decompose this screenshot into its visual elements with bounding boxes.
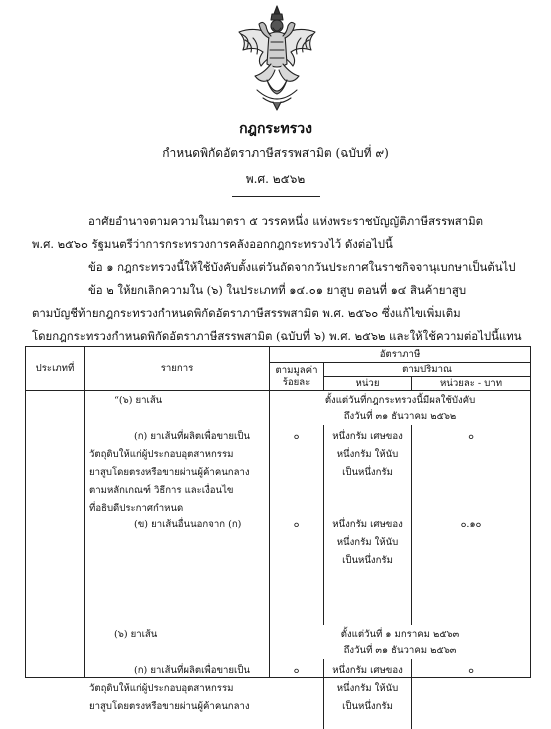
s2-item-a-line: วัตถุดิบให้แก่ผู้ประกอบอุตสาหกรรม — [89, 683, 234, 694]
s2-item-a-line: ยาสูบโดยตรงหรือขายผ่านผู้ค้าคนกลาง — [89, 701, 250, 712]
s1-item-b-value-pct: ๐ — [293, 519, 300, 530]
tax-rate-table — [25, 346, 531, 712]
garuda-emblem-icon — [233, 4, 321, 112]
header-category: ประเภทที่ — [26, 347, 85, 391]
s2-item-a-value-pct: ๐ — [293, 665, 300, 676]
header-items: รายการ — [85, 347, 270, 391]
title-divider — [232, 196, 320, 197]
header-by-value-line-2: ร้อยละ — [282, 376, 311, 388]
s1-item-a-line: ยาสูบโดยตรงหรือขายผ่านผู้ค้าคนกลาง — [89, 467, 250, 478]
s1-item-b-unit-line: หนึ่งกรัม เศษของ — [332, 519, 403, 530]
s1-item-b-unit-line: เป็นหนึ่งกรัม — [342, 555, 393, 566]
s2-item-a-unit-line: เป็นหนึ่งกรัม — [342, 701, 393, 712]
items-cell — [85, 391, 270, 712]
section-2-label: (๖) ยาเส้น — [114, 629, 158, 640]
section-1-label: “(๖) ยาเส้น — [114, 395, 163, 406]
s1-period-line-1: ตั้งแต่วันที่กฎกระทรวงนี้มีผลใช้บังคับ — [324, 395, 476, 406]
clause-2-line-3: โดยกฎกระทรวงกำหนดพิกัดอัตราภาษีสรรพสามิต (ฉบับที่ ๖) พ.ศ. ๒๕๖๒ และให้ใช้ความต่อไปนี้แทน — [32, 329, 522, 343]
s1-item-b-unit-line: หนึ่งกรัม ให้นับ — [336, 537, 399, 548]
s1-item-a-rate: ๐ — [468, 431, 474, 442]
s1-item-a-unit-line: หนึ่งกรัม เศษของ — [332, 431, 403, 442]
s1-item-a-line: (ก) ยาเส้นที่ผลิตเพื่อขายเป็น — [134, 431, 250, 442]
s1-item-a-line: ที่อธิบดีประกาศกำหนด — [89, 503, 184, 514]
s1-item-a-unit-line: หนึ่งกรัม ให้นับ — [336, 449, 399, 460]
header-unit: หน่วย — [324, 377, 412, 391]
header-by-value — [270, 363, 324, 391]
s1-item-a-value-pct: ๐ — [293, 431, 300, 442]
clause-2-line-2: ตามบัญชีท้ายกฎกระทรวงกำหนดพิกัดอัตราภาษีสรรพสามิต พ.ศ. ๒๕๖๐ ซึ่งแก้ไขเพิ่มเติม — [32, 306, 461, 320]
s2-item-a-unit-line: หนึ่งกรัม เศษของ — [332, 665, 403, 676]
s2-period-line-1: ตั้งแต่วันที่ ๑ มกราคม ๒๕๖๓ — [340, 629, 460, 640]
document-year: พ.ศ. ๒๕๖๒ — [245, 172, 306, 186]
s2-item-a-rate: ๐ — [468, 665, 474, 676]
s2-period-line-2: ถึงวันที่ ๓๑ ธันวาคม ๒๕๖๓ — [343, 645, 457, 656]
table-header-row — [26, 347, 531, 363]
s1-item-a-line: ตามหลักเกณฑ์ วิธีการ และเงื่อนไข — [89, 485, 234, 496]
header-per-unit-baht: หน่วยละ - บาท — [412, 377, 531, 391]
header-by-quantity: ตามปริมาณ — [324, 363, 531, 377]
clause-1: ข้อ ๑ กฎกระทรวงนี้ให้ใช้บังคับตั้งแต่วันถัดจากวันประกาศในราชกิจจานุเบกษาเป็นต้นไป — [88, 260, 516, 274]
clause-2-line-1: ข้อ ๒ ให้ยกเลิกความใน (๖) ในประเภทที่ ๑๔.๐๑ ยาสูบ ตอนที่ ๑๔ สินค้ายาสูบ — [88, 283, 467, 297]
s1-period-line-2: ถึงวันที่ ๓๑ ธันวาคม ๒๕๖๒ — [343, 411, 457, 422]
s1-item-b-rate: ๐.๑๐ — [460, 519, 482, 530]
preamble-line-1: อาศัยอำนาจตามความในมาตรา ๕ วรรคหนึ่ง แห่งพระราชบัญญัติภาษีสรรพสามิต — [88, 214, 484, 228]
preamble-line-2: พ.ศ. ๒๕๖๐ รัฐมนตรีว่าการกระทรวงการคลังออกกฎกระทรวงไว้ ดังต่อไปนี้ — [32, 237, 393, 251]
s2-item-a-line: (ก) ยาเส้นที่ผลิตเพื่อขายเป็น — [134, 665, 250, 676]
s2-item-a-unit-line: หนึ่งกรัม ให้นับ — [336, 683, 399, 694]
s1-item-a-line: วัตถุดิบให้แก่ผู้ประกอบอุตสาหกรรม — [89, 449, 234, 460]
category-cell — [26, 391, 85, 678]
header-tax-rate: อัตราภาษี — [270, 347, 531, 363]
rates-cell — [270, 391, 531, 712]
table-row — [26, 391, 531, 678]
s1-item-b-label: (ข) ยาเส้นอื่นนอกจาก (ก) — [134, 519, 242, 530]
s1-item-a-unit-line: เป็นหนึ่งกรัม — [342, 467, 393, 478]
document-subtitle: กำหนดพิกัดอัตราภาษีสรรพสามิต (ฉบับที่ ๙) — [162, 146, 389, 160]
header-by-value-line-1: ตามมูลค่า — [275, 364, 318, 376]
document-title: กฎกระทรวง — [239, 121, 312, 137]
